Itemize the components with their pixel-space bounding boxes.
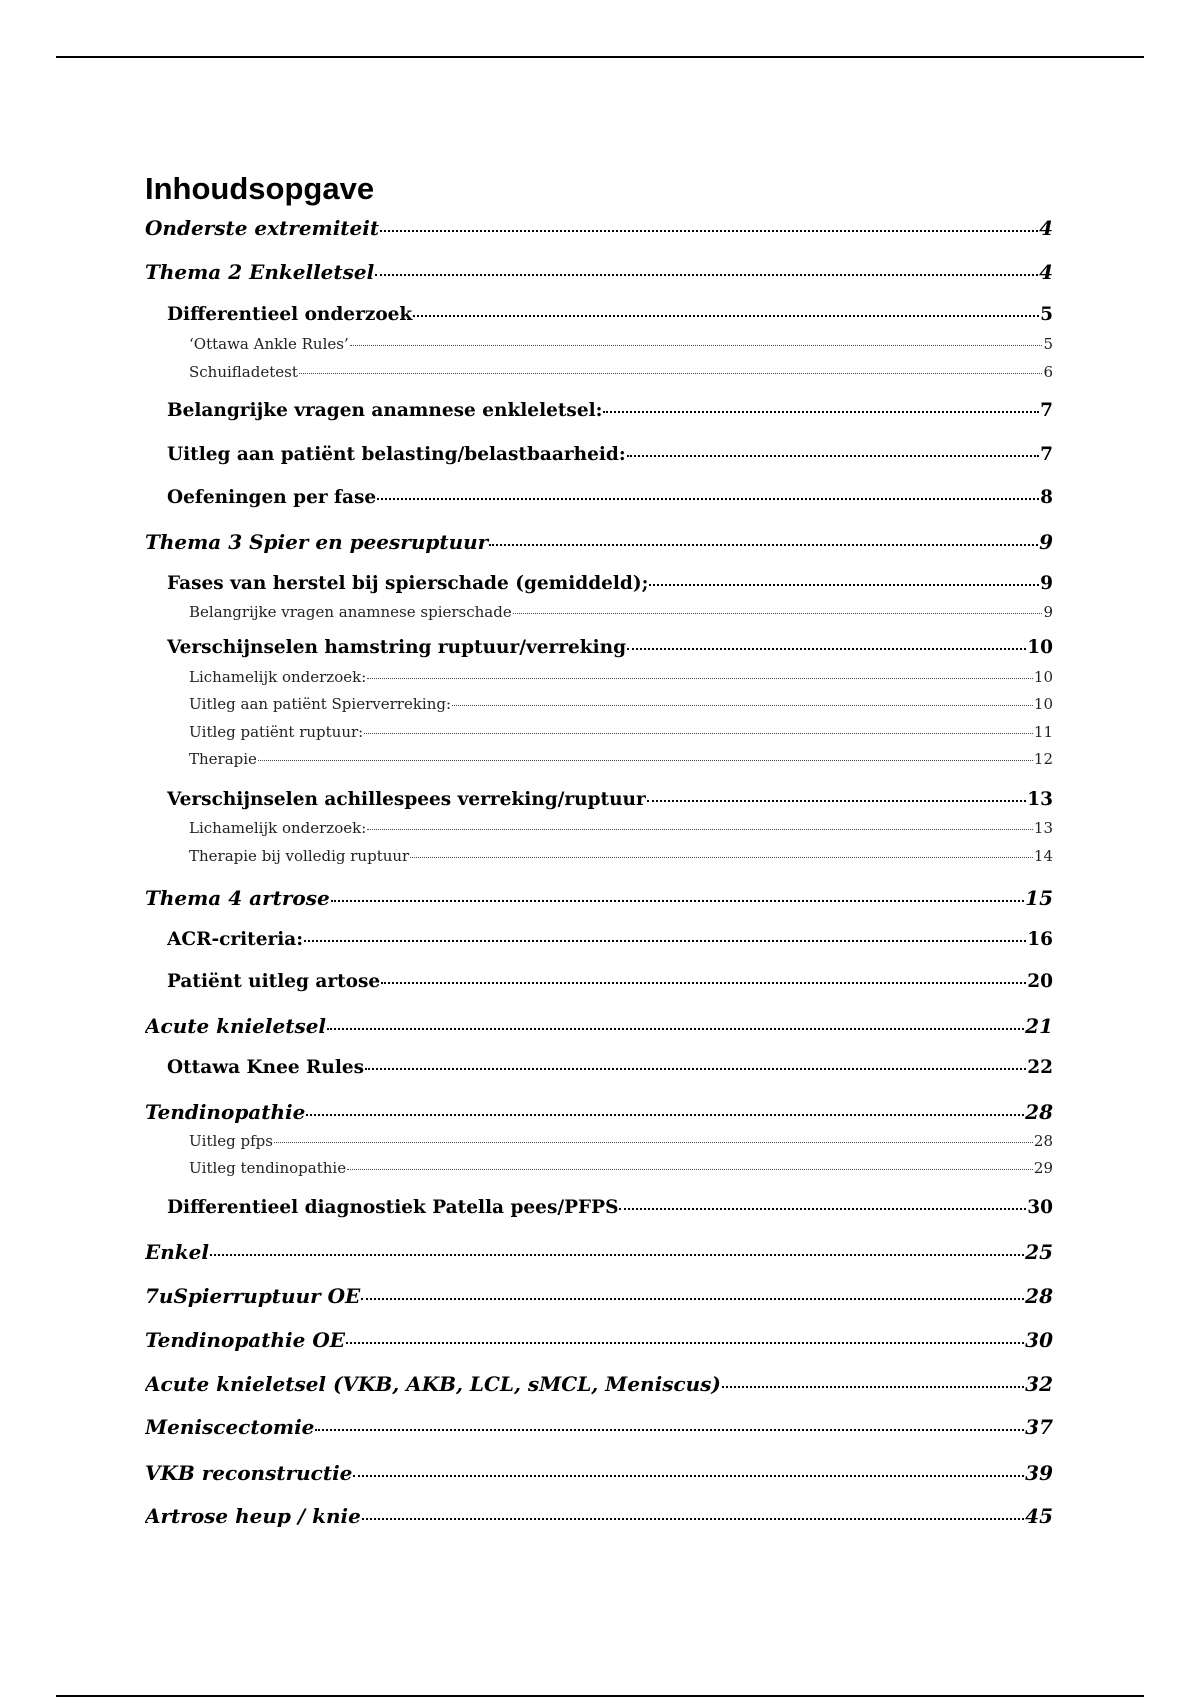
toc-leader-dots: [347, 1169, 1033, 1170]
toc-entry[interactable]: [167, 485, 1053, 511]
toc-leader-dots: [603, 411, 1039, 413]
toc-entry[interactable]: [167, 635, 1053, 661]
toc-entry[interactable]: [145, 1502, 1053, 1530]
toc-entry[interactable]: [167, 571, 1053, 597]
toc-entry[interactable]: [167, 442, 1053, 468]
toc-entry[interactable]: [189, 817, 1053, 839]
toc-entry-label: 7uSpierruptuur OE: [145, 1284, 361, 1308]
toc-entry-page-number: 21: [1025, 1014, 1053, 1038]
toc-entry-page-number: 16: [1027, 929, 1053, 950]
toc-entry[interactable]: [145, 258, 1053, 286]
toc-entry[interactable]: [167, 1055, 1053, 1081]
toc-entry-label: Verschijnselen achillespees verreking/ruptuur: [167, 789, 646, 810]
toc-entry-label: Uitleg tendinopathie: [189, 1159, 347, 1177]
toc-entry-page-number: 12: [1033, 750, 1053, 768]
toc-entry[interactable]: [167, 927, 1053, 953]
toc-entry-page-number: 11: [1033, 723, 1053, 741]
toc-entry-label: Enkel: [145, 1240, 209, 1264]
toc-entry-label: Belangrijke vragen anamnese enkleletsel:: [167, 400, 603, 421]
toc-leader-dots: [410, 857, 1033, 858]
toc-entry-page-number: 6: [1043, 363, 1053, 381]
toc-entry[interactable]: [167, 302, 1053, 328]
toc-leader-dots: [274, 1142, 1033, 1143]
toc-leader-dots: [722, 1386, 1024, 1388]
toc-entry-label: Uitleg aan patiënt belasting/belastbaarheid:: [167, 444, 626, 465]
toc-entry[interactable]: [167, 787, 1053, 813]
toc-entry[interactable]: [145, 528, 1053, 556]
toc-entry-label: Meniscectomie: [145, 1415, 315, 1439]
toc-leader-dots: [367, 678, 1033, 679]
toc-entry[interactable]: [189, 1157, 1053, 1179]
toc-leader-dots: [365, 1068, 1026, 1070]
toc-entry-page-number: 30: [1027, 1197, 1053, 1218]
toc-leader-dots: [452, 705, 1033, 706]
toc-entry-page-number: 10: [1027, 637, 1053, 658]
toc-entry-page-number: 29: [1033, 1159, 1053, 1177]
toc-leader-dots: [627, 648, 1026, 650]
toc-entry-label: Thema 4 artrose: [145, 886, 330, 910]
toc-entry-label: Differentieel onderzoek: [167, 304, 413, 325]
toc-leader-dots: [350, 345, 1043, 346]
toc-leader-dots: [346, 1342, 1024, 1344]
toc-leader-dots: [364, 733, 1033, 734]
toc-entry-label: Uitleg patiënt ruptuur:: [189, 723, 364, 741]
toc-entry[interactable]: [189, 693, 1053, 715]
toc-leader-dots: [331, 900, 1024, 902]
toc-entry-label: Acute knieletsel: [145, 1014, 327, 1038]
toc-leader-dots: [627, 455, 1039, 457]
toc-entry[interactable]: [167, 1195, 1053, 1221]
toc-entry-label: ACR-criteria:: [167, 929, 304, 950]
toc-leader-dots: [375, 274, 1038, 276]
page-title: Inhoudsopgave: [145, 171, 375, 206]
toc-leader-dots: [489, 544, 1038, 546]
toc-entry-label: Lichamelijk onderzoek:: [189, 819, 367, 837]
toc-entry-label: Thema 3 Spier en peesruptuur: [145, 530, 489, 554]
toc-leader-dots: [367, 829, 1033, 830]
toc-leader-dots: [327, 1028, 1024, 1030]
toc-entry-label: Tendinopathie: [145, 1100, 306, 1124]
toc-leader-dots: [299, 373, 1043, 374]
toc-entry-page-number: 13: [1027, 789, 1053, 810]
toc-entry-label: Acute knieletsel (VKB, AKB, LCL, sMCL, Meniscus): [145, 1372, 721, 1396]
toc-leader-dots: [362, 1518, 1024, 1520]
toc-entry-label: Belangrijke vragen anamnese spierschade: [189, 603, 512, 621]
toc-entry[interactable]: [189, 601, 1053, 623]
toc-entry-label: Therapie: [189, 750, 257, 768]
toc-entry-page-number: 45: [1025, 1504, 1053, 1528]
toc-entry[interactable]: [145, 1326, 1053, 1354]
toc-entry[interactable]: [145, 1282, 1053, 1310]
toc-entry[interactable]: [145, 214, 1053, 242]
toc-entry-page-number: 28: [1025, 1100, 1053, 1124]
toc-entry-page-number: 25: [1025, 1240, 1053, 1264]
toc-leader-dots: [619, 1208, 1026, 1210]
toc-entry[interactable]: [167, 398, 1053, 424]
toc-entry-page-number: 7: [1040, 400, 1053, 421]
toc-entry[interactable]: [145, 1370, 1053, 1398]
toc-entry-page-number: 14: [1033, 847, 1053, 865]
toc-entry-label: Tendinopathie OE: [145, 1328, 345, 1352]
toc-entry-label: Lichamelijk onderzoek:: [189, 668, 367, 686]
toc-entry-page-number: 30: [1025, 1328, 1053, 1352]
toc-entry-label: Onderste extremiteit: [145, 216, 380, 240]
toc-leader-dots: [413, 315, 1039, 317]
toc-entry[interactable]: [145, 884, 1053, 912]
toc-entry-label: Therapie bij volledig ruptuur: [189, 847, 410, 865]
toc-entry[interactable]: [145, 1012, 1053, 1040]
toc-entry[interactable]: [189, 333, 1053, 355]
toc-leader-dots: [380, 230, 1038, 232]
toc-entry[interactable]: [189, 361, 1053, 383]
toc-leader-dots: [649, 584, 1039, 586]
toc-entry-page-number: 13: [1033, 819, 1053, 837]
footer-rule: [56, 1695, 1144, 1697]
toc-entry-page-number: 15: [1025, 886, 1053, 910]
toc-entry[interactable]: [189, 721, 1053, 743]
toc-leader-dots: [377, 498, 1039, 500]
toc-entry[interactable]: [189, 1130, 1053, 1152]
toc-entry[interactable]: [189, 845, 1053, 867]
toc-leader-dots: [361, 1298, 1024, 1300]
toc-entry-label: Ottawa Knee Rules: [167, 1057, 365, 1078]
toc-leader-dots: [304, 940, 1026, 942]
toc-entry-page-number: 4: [1039, 216, 1053, 240]
toc-entry[interactable]: [167, 969, 1053, 995]
toc-leader-dots: [315, 1429, 1024, 1431]
toc-entry-label: Thema 2 Enkelletsel: [145, 260, 375, 284]
toc-entry[interactable]: [145, 1459, 1053, 1487]
toc-entry-page-number: 37: [1025, 1415, 1053, 1439]
toc-entry-page-number: 28: [1033, 1132, 1053, 1150]
toc-leader-dots: [306, 1114, 1024, 1116]
toc-entry-label: Artrose heup / knie: [145, 1504, 361, 1528]
toc-entry-label: VKB reconstructie: [145, 1461, 353, 1485]
toc-entry-label: Differentieel diagnostiek Patella pees/PFPS: [167, 1197, 619, 1218]
toc-entry-page-number: 10: [1033, 668, 1053, 686]
toc-entry-page-number: 4: [1039, 260, 1053, 284]
toc-entry[interactable]: [145, 1413, 1053, 1441]
toc-entry-label: ‘Ottawa Ankle Rules’: [189, 335, 349, 353]
toc-entry-page-number: 22: [1027, 1057, 1053, 1078]
toc-entry-label: Oefeningen per fase: [167, 487, 377, 508]
toc-entry-label: Verschijnselen hamstring ruptuur/verreking: [167, 637, 627, 658]
toc-entry-page-number: 32: [1025, 1372, 1053, 1396]
toc-entry-label: Schuifladetest: [189, 363, 298, 381]
toc-entry-page-number: 10: [1033, 695, 1053, 713]
toc-entry-page-number: 5: [1040, 304, 1053, 325]
toc-entry-label: Patiënt uitleg artose: [167, 971, 381, 992]
header-rule: [56, 56, 1144, 58]
toc-entry[interactable]: [145, 1098, 1053, 1126]
toc-entry-label: Uitleg pfps: [189, 1132, 273, 1150]
toc-leader-dots: [210, 1254, 1024, 1256]
toc-entry-page-number: 9: [1043, 603, 1053, 621]
toc-entry-page-number: 7: [1040, 444, 1053, 465]
toc-leader-dots: [353, 1475, 1024, 1477]
toc-entry[interactable]: [145, 1238, 1053, 1266]
toc-leader-dots: [258, 760, 1033, 761]
toc-entry-page-number: 39: [1025, 1461, 1053, 1485]
toc-entry-page-number: 8: [1040, 487, 1053, 508]
toc-leader-dots: [513, 613, 1043, 614]
toc-entry-page-number: 9: [1040, 573, 1053, 594]
toc-entry-label: Uitleg aan patiënt Spierverreking:: [189, 695, 452, 713]
toc-entry[interactable]: [189, 666, 1053, 688]
toc-entry-page-number: 5: [1043, 335, 1053, 353]
toc-leader-dots: [381, 982, 1026, 984]
toc-entry-page-number: 20: [1027, 971, 1053, 992]
toc-leader-dots: [647, 800, 1026, 802]
toc-entry-label: Fases van herstel bij spierschade (gemiddeld);: [167, 573, 649, 594]
toc-entry[interactable]: [189, 748, 1053, 770]
toc-entry-page-number: 9: [1039, 530, 1053, 554]
toc-entry-page-number: 28: [1025, 1284, 1053, 1308]
